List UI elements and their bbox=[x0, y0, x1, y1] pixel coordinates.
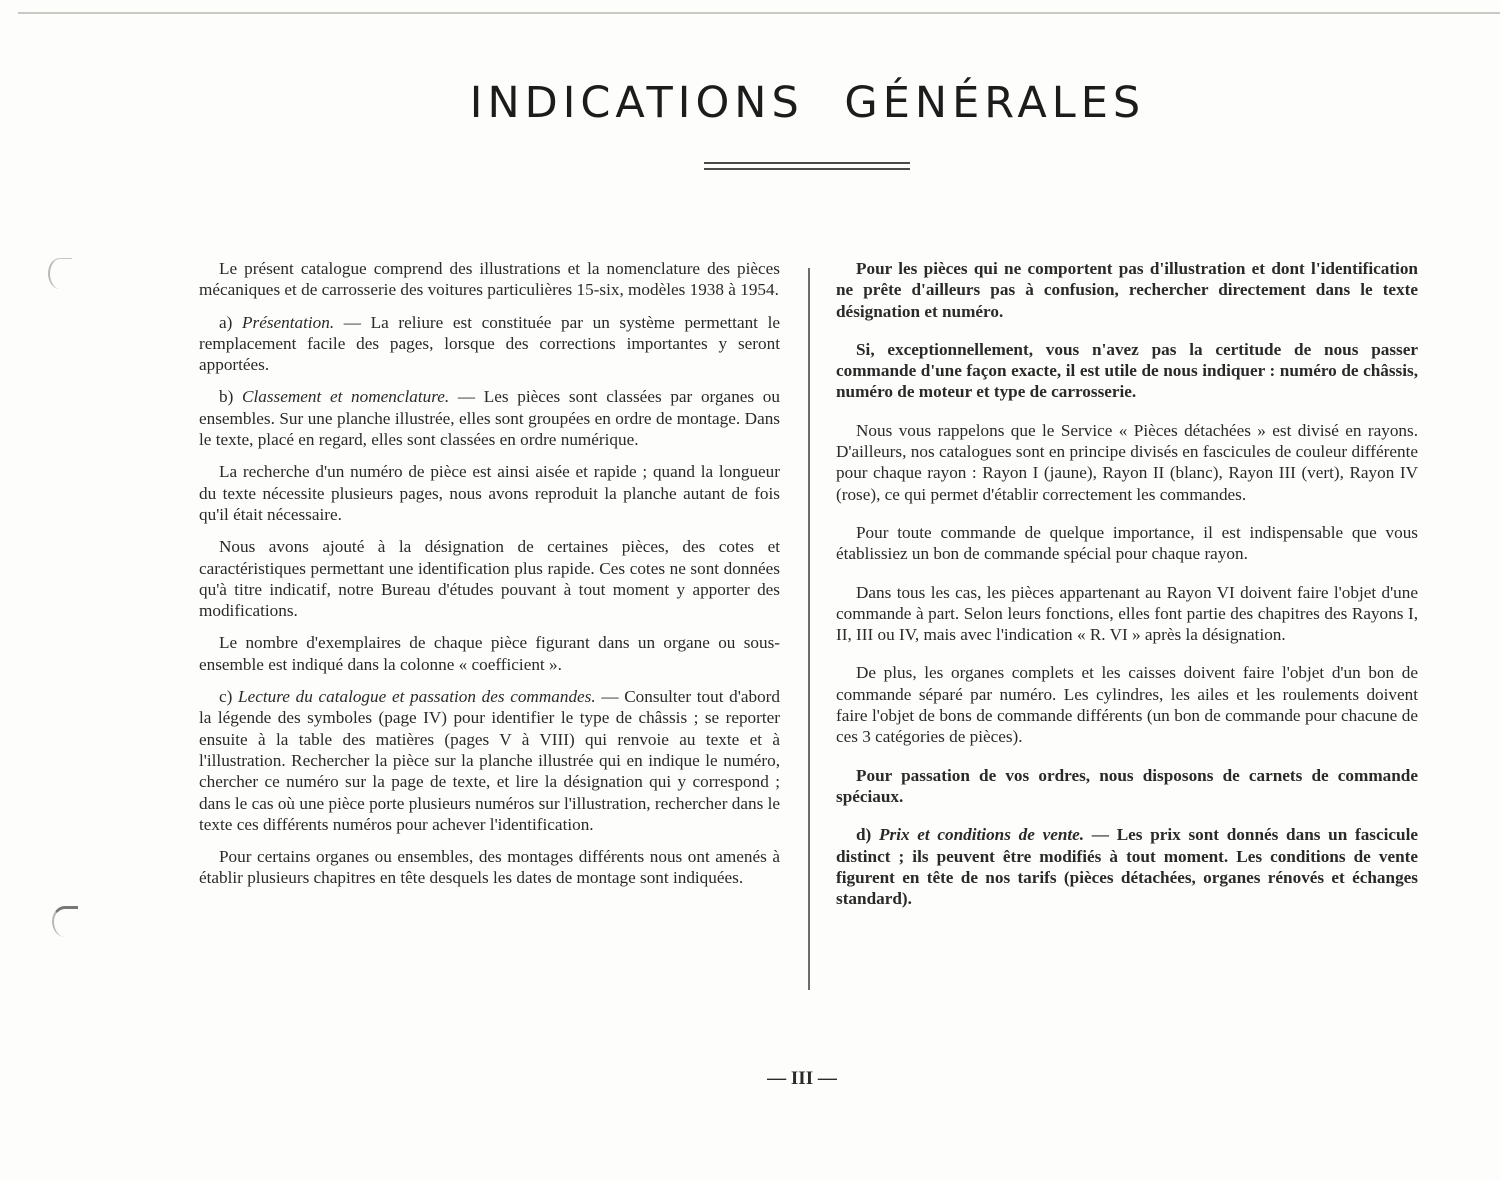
left-paragraph-cotes: Nous avons ajouté à la désignation de certaines pièces, des cotes et caractéristiques permettant une identification plus rapide. Ces cotes ne sont données qu'à titre indicatif, notre Bureau d'études pouvant à tout moment y apporter des modifications. bbox=[199, 537, 780, 621]
top-border-rule bbox=[18, 12, 1500, 14]
section-heading-prix: Prix et conditions de vente. bbox=[879, 825, 1085, 845]
section-text: — Les pièces sont classées par organes ou ensembles. Sur une planche illustrée, elles sont groupées en ordre de montage. Dans le texte, placé en regard, elles sont classées en ordre numérique. bbox=[199, 387, 780, 450]
section-heading-lecture: Lecture du catalogue et passation des commandes. bbox=[238, 687, 596, 707]
left-paragraph-presentation bbox=[199, 312, 780, 376]
section-label: c) bbox=[219, 687, 239, 707]
page-number: — III — bbox=[767, 1068, 837, 1089]
left-paragraph-classement bbox=[199, 386, 780, 450]
section-text: — La reliure est constituée par un système permettant le remplacement facile des pages, lorsque des corrections importantes y seront apportées. bbox=[199, 312, 781, 375]
title-underline-bottom bbox=[704, 168, 910, 170]
right-paragraph-prix bbox=[836, 824, 1418, 909]
right-paragraph-sans-illustration: Pour les pièces qui ne comportent pas d'illustration et dont l'identification ne prête d'ailleurs pas à confusion, rechercher directement dans le texte désignation et numéro. bbox=[836, 259, 1418, 321]
right-paragraph-rayons: Nous vous rappelons que le Service « Pièces détachées » est divisé en rayons. D'ailleurs, nos catalogues sont en principe divisés en fascicules de couleur différente pour chaque rayon : Rayon I (jaune), Rayon II (blanc), Rayon III (vert), Rayon IV (rose), ce qui permet d'établir correctement les commandes. bbox=[836, 420, 1418, 504]
section-heading-presentation: Présentation. bbox=[242, 312, 335, 332]
section-text: — Consulter tout d'abord la légende des symboles (page IV) pour identifier le type de châssis ; se reporter ensuite à la table des matières (pages V à VIII) qui renvoie au texte et à l'illustration. Rechercher la pièce sur la planche illustrée qui en indique le numéro, chercher ce numéro sur la page de texte, et lire la désignation qui y correspond ; dans le cas où une pièce porte plusieurs numéros sur l'illustration, rechercher dans le texte ces différents numéros pour achever l'identification. bbox=[199, 687, 780, 834]
binding-hole-mark-top bbox=[48, 258, 72, 289]
right-paragraph-bon-commande: Pour toute commande de quelque importance, il est indispensable que vous établissiez un bon de commande spécial pour chaque rayon. bbox=[836, 522, 1418, 564]
column-divider bbox=[808, 268, 810, 990]
left-column bbox=[199, 258, 780, 900]
left-paragraph-recherche: La recherche d'un numéro de pièce est ainsi aisée et rapide ; quand la longueur du texte nécessite plusieurs pages, nous avons reproduit la planche autant de fois qu'il était nécessaire. bbox=[199, 462, 780, 524]
left-paragraph-intro: Le présent catalogue comprend des illustrations et la nomenclature des pièces mécaniques et de carrosserie des voitures particulières 15-six, modèles 1938 à 1954. bbox=[199, 259, 780, 300]
section-heading-classement: Classement et nomenclature. bbox=[242, 387, 450, 407]
right-paragraph-certitude: Si, exceptionnellement, vous n'avez pas la certitude de nous passer commande d'une façon exacte, il est utile de nous indiquer : numéro de châssis, numéro de moteur et type de carrosserie. bbox=[836, 339, 1418, 402]
section-text: — Les prix sont donnés dans un fascicule distinct ; ils peuvent être modifiés à tout moment. Les conditions de vente figurent en tête de nos tarifs (pièces détachées, organes rénovés et échanges standard). bbox=[836, 825, 1418, 909]
title-underline-top bbox=[704, 162, 910, 164]
right-paragraph-carnets: Pour passation de vos ordres, nous disposons de carnets de commande spéciaux. bbox=[836, 765, 1418, 806]
left-paragraph-lecture bbox=[199, 686, 780, 835]
section-label: d) bbox=[856, 825, 879, 845]
right-paragraph-organes-complets: De plus, les organes complets et les caisses doivent faire l'objet d'un bon de commande séparé par numéro. Les cylindres, les ailes et les roulements doivent faire l'objet de bons de commande différents (un bon de commande pour chacune de ces 3 catégories de pièces). bbox=[836, 663, 1418, 747]
page-title: INDICATIONS GÉNÉRALES bbox=[469, 78, 1146, 128]
left-paragraph-montages: Pour certains organes ou ensembles, des montages différents nous ont amenés à établir plusieurs chapitres en tête desquels les dates de montage sont indiquées. bbox=[199, 847, 780, 888]
right-column bbox=[836, 258, 1418, 926]
left-paragraph-coefficient: Le nombre d'exemplaires de chaque pièce figurant dans un organe ou sous-ensemble est indiqué dans la colonne « coefficient ». bbox=[199, 633, 780, 674]
binding-hole-mark-bottom bbox=[52, 906, 78, 937]
section-label: b) bbox=[219, 387, 243, 407]
section-label: a) bbox=[219, 312, 243, 332]
right-paragraph-rayon-vi: Dans tous les cas, les pièces appartenant au Rayon VI doivent faire l'objet d'une commande à part. Selon leurs fonctions, elles font partie des chapitres des Rayons I, II, III ou IV, mais avec l'indication « R. VI » après la désignation. bbox=[836, 582, 1418, 645]
